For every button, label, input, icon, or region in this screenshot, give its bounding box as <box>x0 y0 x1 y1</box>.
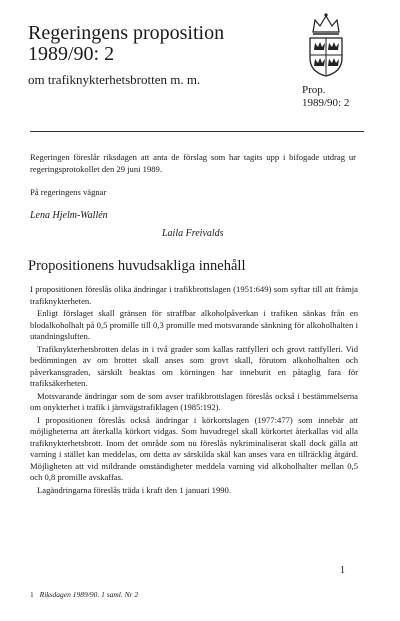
document-title: Regeringens proposition <box>28 22 225 44</box>
signature-freivalds: Laila Freivalds <box>162 228 224 239</box>
paragraph: Motsvarande ändringar som de som avser trafikbrottslagen föreslås också i bestämmelserna om onykterhet i trafik i järnvägstrafiklagen (1985:192). <box>30 390 358 412</box>
footer <box>30 590 138 599</box>
document-subtitle: om trafiknykterhetsbrotten m. m. <box>28 72 201 87</box>
summary-body <box>30 284 358 497</box>
paragraph: Lagändringarna föreslås träda i kraft den 1 januari 1990. <box>37 484 231 495</box>
proposition-reference <box>302 84 349 110</box>
signature-hjelm-wallen: Lena Hjelm-Wallén <box>30 210 108 221</box>
paragraph: I propositionen föreslås olika ändringar i trafikbrottslagen (1951:649) som syftar till att främja trafiknykterheten. <box>30 284 358 306</box>
prop-number: 1989/90: 2 <box>302 97 350 109</box>
behalf-line: På regeringens vägnar <box>30 187 107 197</box>
divider <box>30 131 364 132</box>
paragraph: Enligt förslaget skall gränsen för straffbar alkoholpåverkan i trafiken sänkas från en blodalkoholhalt på 0,5 promille till 0,3 promille med motsvarande sänkning för alkoholhalten i utandningsluften. <box>30 308 358 341</box>
paragraph: I propositionen föreslås också ändringar i körkortslagen (1977:477) som innebär att möjligheterna att återkalla körkort vidgas. Som huvudregel skall körkortet återkallas vid alla trafiknykterhetsbrott. Inom det område som nu föreslås nykriminaliserat skall dock gälla att varning i stället kan meddelas, om detta av särskilda skäl kan anses vara en tillräcklig åtgärd. Möjligheten att vid mildrande omständigheter meddela varning vid alkoholhalter mellan 0,5 och 0,8 promille avskaffas. <box>30 414 358 482</box>
coat-of-arms-icon <box>304 12 348 78</box>
footer-text: Riksdagen 1989/90. 1 saml. Nr 2 <box>39 590 139 599</box>
proposition-number-title: 1989/90: 2 <box>28 43 115 65</box>
section-heading: Propositionens huvudsakliga innehåll <box>28 258 246 274</box>
footer-number: 1 <box>30 590 34 599</box>
prop-label: Prop. <box>302 84 326 96</box>
intro-text: Regeringen föreslår riksdagen att anta de förslag som har tagits upp i bifogade utdrag ur regeringsprotokollet den 29 juni 1989. <box>30 152 356 174</box>
page-number: 1 <box>340 565 345 576</box>
paragraph: Trafiknykterhetsbrotten delas in i två grader som kallas rattfylleri och grovt rattfylleri. Vid bedömningen av om brottet skall anses som grovt skall, förutom alkoholhalten och påverkansgraden, särskilt beaktas om körningen har inneburit en påtaglig fara för trafiksäkerheten. <box>30 343 358 388</box>
